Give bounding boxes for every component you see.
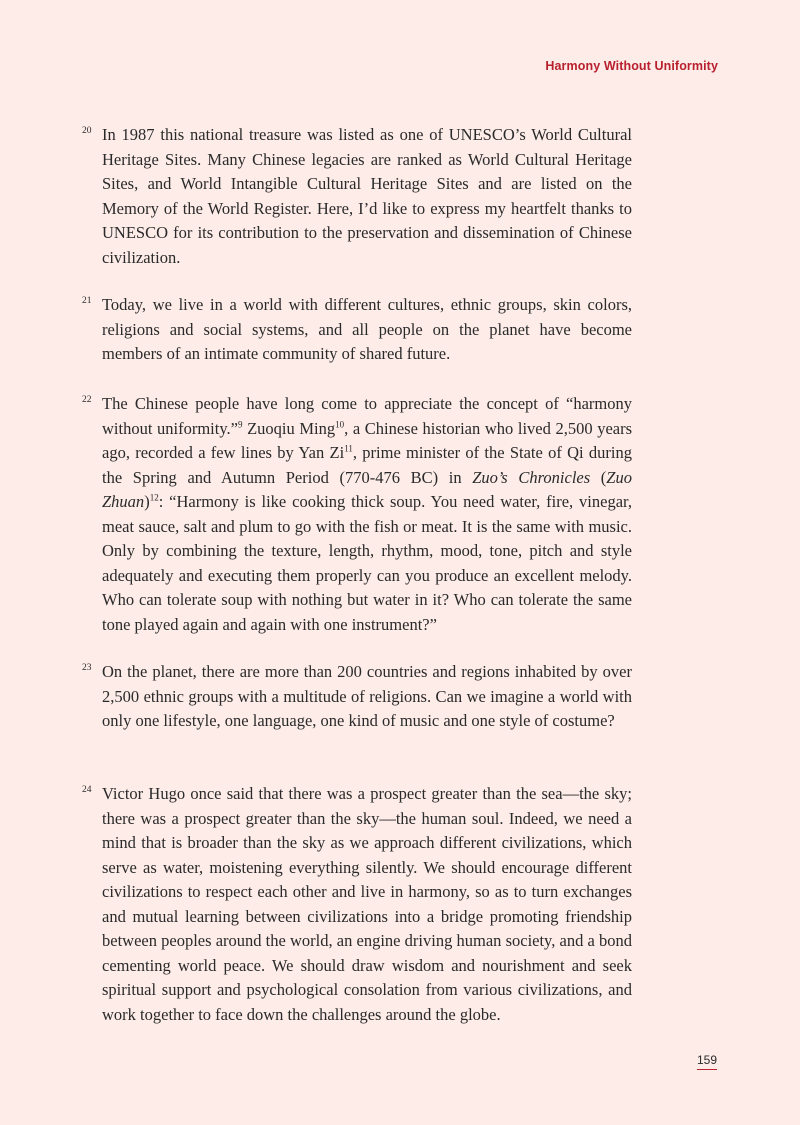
paragraph-20	[82, 123, 632, 270]
paragraph-text-part: )	[144, 492, 150, 511]
footnote-ref-12: 12	[149, 492, 159, 503]
page-number: 159	[697, 1053, 717, 1070]
paragraph-23	[82, 660, 632, 734]
paragraph-24	[82, 782, 632, 1027]
footnote-ref-10: 10	[335, 419, 345, 429]
paragraph-text-part: , prime minister of the State of Qi during the Spring and Autumn Period (770-476 BC) in	[102, 443, 632, 487]
paragraph-text-part: Zuoqiu Ming	[242, 418, 336, 438]
book-title-italic: Zuo’s Chronicles	[472, 467, 591, 487]
paragraph-number: 20	[82, 126, 92, 136]
paragraph-text: Today, we live in a world with different cultures, ethnic groups, skin colors, religions and social systems, and all people on the planet have become members of an intimate community of shared future.	[102, 295, 632, 363]
paragraph-21	[82, 293, 632, 367]
paragraph-22	[82, 392, 633, 637]
paragraph-text-part: , a Chinese historian who lived 2,500 years ago, recorded a few lines by Yan Zi	[102, 418, 633, 462]
footnote-ref-9: 9	[237, 419, 243, 429]
paragraph-text: Victor Hugo once said that there was a prospect greater than the sea—the sky; there was a prospect greater than the sky—the human soul. Indeed, we need a mind that is broader than the sky as we approach different civilizations, which serve as water, moistening everything silently. We should encourage different civilizations to respect each other and live in harmony, so as to turn exchanges and mutual learning between civilizations into a bridge promoting friendship between peoples around the world, an engine driving human society, and a bond cementing world peace. We should draw wisdom and nourishment and seek spiritual support and psychological consolation from various civilizations, and work together to face down the challenges around the globe.	[102, 784, 632, 1024]
paragraph-number: 21	[82, 296, 92, 306]
paragraph-text: On the planet, there are more than 200 countries and regions inhabited by over 2,500 ethnic groups with a multitude of religions. Can we imagine a world with only one lifestyle, one language, one kind of music and one style of costume?	[102, 662, 632, 730]
paragraph-number: 23	[82, 663, 92, 673]
paragraph-text-part: (	[590, 467, 607, 487]
running-header: Harmony Without Uniformity	[545, 59, 718, 73]
paragraph-text-part: The Chinese people have long come to appreciate the concept of “harmony without uniformity.”	[102, 394, 632, 438]
paragraph-text-part: : “Harmony is like cooking thick soup. You need water, fire, vinegar, meat sauce, salt and plum to go with the fish or meat. It is the same with music. Only by combining the texture, length, rhythm, mood, tone, pitch and style adequately and executing them properly can you produce an excellent melody. Who can tolerate soup with nothing but water in it? Who can tolerate the same tone played again and again with one instrument?”	[102, 492, 632, 634]
footnote-ref-11: 11	[344, 443, 353, 454]
paragraph-text: In 1987 this national treasure was listed as one of UNESCO’s World Cultural Heritage Sites. Many Chinese legacies are ranked as World Cultural Heritage Sites, and World Intangible Cultural Heritage Sites and are listed on the Memory of the World Register. Here, I’d like to express my heartfelt thanks to UNESCO for its contribution to the preservation and dissemination of Chinese civilization.	[102, 125, 632, 267]
book-title-italic: Zuo Zhuan	[102, 467, 632, 511]
paragraph-number: 22	[82, 395, 92, 405]
paragraph-number: 24	[82, 785, 92, 795]
